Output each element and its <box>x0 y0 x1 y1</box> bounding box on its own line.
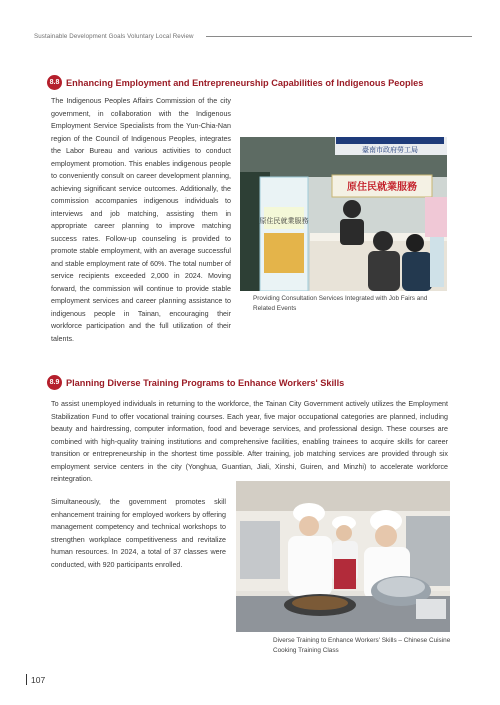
section-number-badge: 8.9 <box>47 375 62 390</box>
section-body-continued: Simultaneously, the government promotes skill enhancement training for employed workers by offering management competency and technical workshops to strengthen workplace competitiveness and revitalize human resources. In 2024, a total of 37 classes were conducted, with 920 participants enrolled. <box>51 498 226 569</box>
page-number-bar <box>26 674 27 685</box>
photo-caption: Diverse Training to Enhance Workers' Skills – Chinese Cuisine Cooking Training Class <box>273 637 451 654</box>
cooking-class-illustration <box>236 481 450 632</box>
section-title: Planning Diverse Training Programs to Enhance Workers' Skills <box>66 377 345 388</box>
section-body: To assist unemployed individuals in returning to the workforce, the Tainan City Government actively utilizes the Employment Stabilization Fund to offer vocational training courses. Each year, five major occupational categories are planned, including beauty and hairdressing, computer information, food and beverage services, and professional design. These courses are combined with high-quality training institutions and comprehensive facilities, enabling trainees to acquire skills for career transition or entrepreneurship in the shortest time possible. After training, job matching services are provided through six employment service centers in the city (Yonghua, Guantian, Jiali, Xinshi, Guiren, and Minzhi) to accelerate workforce reintegration. <box>51 400 448 483</box>
job-fair-photo <box>240 137 447 291</box>
running-header: Sustainable Development Goals Voluntary Local Review <box>34 33 194 40</box>
photo-caption: Providing Consultation Services Integrated with Job Fairs and Related Events <box>253 295 428 312</box>
page-number-text: 107 <box>31 674 46 685</box>
banner-sign-text: 原住民就業服務 <box>347 182 417 193</box>
job-fair-illustration <box>240 137 447 291</box>
section-title: Enhancing Employment and Entrepreneurship Capabilities of Indigenous Peoples <box>66 77 424 88</box>
cooking-class-photo <box>236 481 450 632</box>
section-number-badge: 8.8 <box>47 75 62 90</box>
page-number <box>26 674 45 685</box>
standee-sign-text: 原住民就業服務 <box>259 217 309 225</box>
section-heading-8-8 <box>47 75 423 90</box>
tent-sign-text: 臺南市政府勞工局 <box>362 146 418 154</box>
header-rule <box>206 36 472 37</box>
section-body: The Indigenous Peoples Affairs Commission of the city government, in collaboration with the Indigenous Employment Service Specialists from the Yun-Chia-Nan region of the Council of Indigenous Peoples, integrates the Labor Bureau and various activities to conduct employment promotion. This enables indigenous people to conveniently consult on career development planning, achieving significant service outcomes. Additionally, the commission accompanies indigenous individuals to interviews and job matching, assisting them in appropriate career planning to improve matching success rates. Follow-up counseling is provided to promote stable employment, with an average successful and stable employment rate of 60%. The total number of service recipients exceeded 2,000 in 2024. Moving forward, the commission will continue to provide stable employment services and career planning assistance to indigenous people in Tainan, encouraging their workforce participation and the full utilization of their talents. <box>51 97 231 343</box>
section-heading-8-9 <box>47 375 344 390</box>
